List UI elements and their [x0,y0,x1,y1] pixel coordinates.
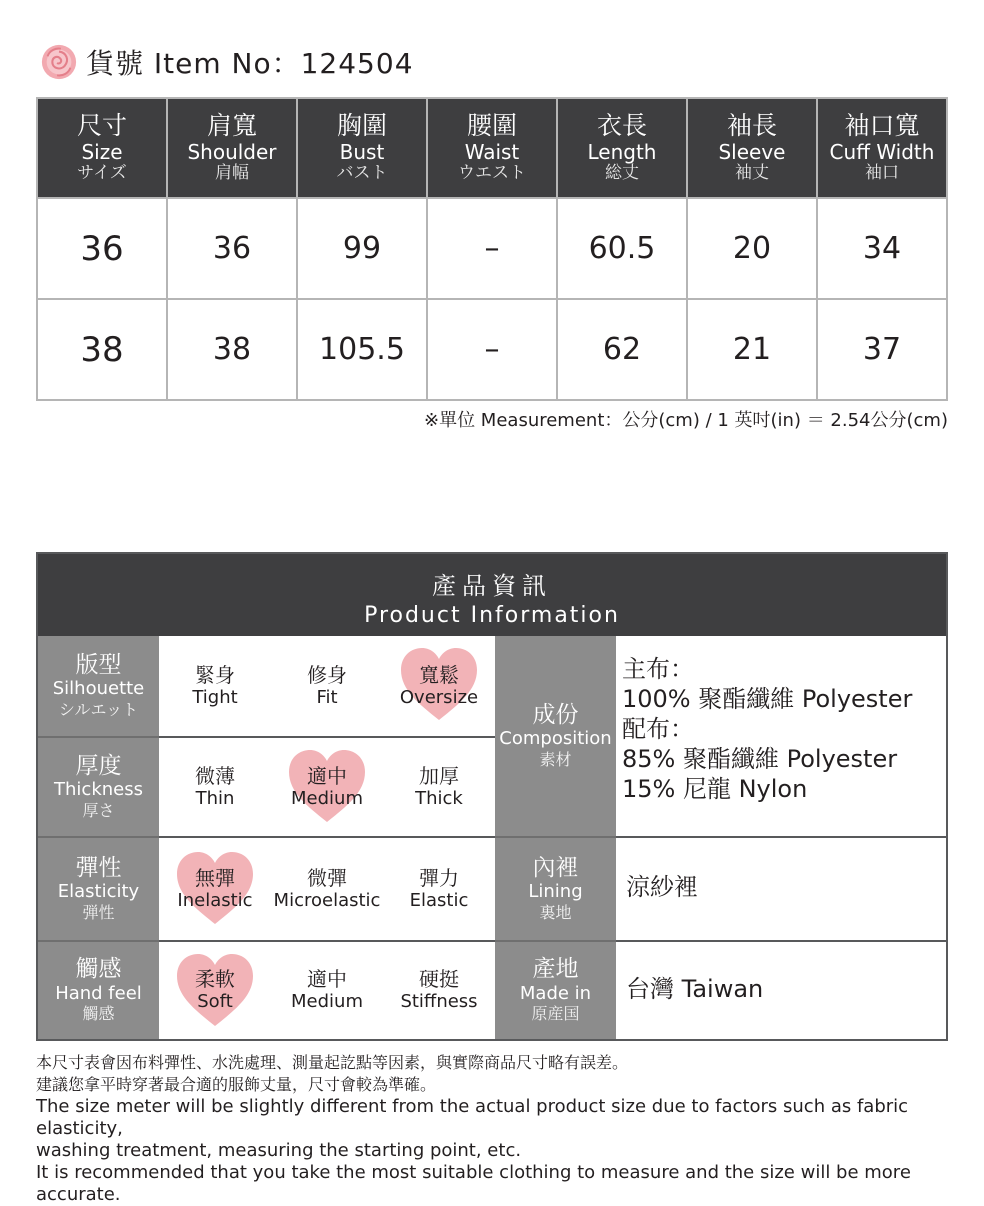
hand-feel-option-soft: 柔軟 Soft [159,942,271,1039]
column-header-size: 尺寸 Size サイズ [37,98,167,198]
size-table-header-row [37,98,947,198]
disclaimer-line: 本尺寸表會因布料彈性、水洗處理、測量起訖點等因素，與實際商品尺寸略有誤差。 [36,1053,629,1072]
table-row [37,198,947,299]
disclaimer-line: washing treatment, measuring the starting point, etc. [36,1140,522,1161]
product-info-title [38,554,946,636]
thickness-option-thick: 加厚 Thick [415,763,463,809]
rose-icon [40,43,78,81]
table-cell: 21 [687,299,817,400]
hand-feel-option-medium: 適中 Medium [291,967,363,1013]
item-number-label: 貨號 Item No：124504 [86,47,414,80]
table-row [37,299,947,400]
hand-feel-label: 觸感 Hand feel 觸感 [38,942,159,1039]
column-header-length: 衣長 Length 総丈 [557,98,687,198]
table-cell: 38 [37,299,167,400]
table-cell: 99 [297,198,427,299]
lining-label: 內裡 Lining 裏地 [495,838,616,940]
elasticity-label: 彈性 Elasticity 弾性 [38,838,159,940]
thickness-option-medium: 適中 Medium [271,738,383,836]
lining-value: 涼紗裡 [626,873,698,901]
table-cell: 38 [167,299,297,400]
silhouette-option-tight: 緊身 Tight [192,662,238,708]
table-cell: 36 [167,198,297,299]
disclaimer-line: It is recommended that you take the most suitable clothing to measure and the size will be more accurate. [36,1162,911,1205]
divider [38,940,159,942]
column-header-waist: 腰圍 Waist ウエスト [427,98,557,198]
table-cell: 20 [687,198,817,299]
silhouette-option-fit: 修身 Fit [307,662,347,708]
silhouette-label: 版型 Silhouette シルエット [38,636,159,736]
divider [38,736,159,738]
elasticity-option-elastic: 彈力 Elastic [409,865,469,911]
disclaimer-line: The size meter will be slightly different from the actual product size due to factors such as fabric elasticity, [36,1096,909,1139]
table-cell: 37 [817,299,947,400]
divider [495,836,616,838]
composition-value: 主布： 100% 聚酯纖維 Polyester 配布： 85% 聚酯纖維 Polyester 15% 尼龍 Nylon [622,655,913,803]
table-cell: 62 [557,299,687,400]
column-header-cuff-width: 袖口寬 Cuff Width 袖口 [817,98,947,198]
product-info-title-zh: 產品資訊 [432,572,552,600]
column-header-sleeve: 袖長 Sleeve 袖丈 [687,98,817,198]
divider [495,940,616,942]
elasticity-option-inelastic: 無彈 Inelastic [159,838,271,940]
table-cell: 34 [817,198,947,299]
table-cell: 60.5 [557,198,687,299]
elasticity-option-microelastic: 微彈 Microelastic [273,865,381,911]
table-cell: 36 [37,198,167,299]
size-disclaimer [36,1052,956,1206]
hand-feel-option-stiffness: 硬挺 Stiffness [400,967,478,1013]
table-cell: – [427,198,557,299]
thickness-option-thin: 微薄 Thin [195,763,235,809]
divider [38,836,159,838]
item-number-header [40,40,414,84]
origin-value: 台灣 Taiwan [626,975,764,1003]
product-info-title-en: Product Information [364,603,620,628]
measurement-note: ※單位 Measurement：公分(cm) / 1 英吋(in) ＝ 2.54公分(cm) [424,410,948,431]
silhouette-option-oversize: 寬鬆 Oversize [383,636,495,736]
table-cell: 105.5 [297,299,427,400]
composition-label: 成份 Composition 素材 [495,636,616,836]
table-cell: – [427,299,557,400]
thickness-label: 厚度 Thickness 厚さ [38,738,159,836]
disclaimer-line: 建議您拿平時穿著最合適的服飾丈量，尺寸會較為準確。 [36,1075,437,1094]
size-table [36,97,948,401]
product-info-panel [36,552,948,1041]
origin-label: 產地 Made in 原産国 [495,942,616,1039]
column-header-shoulder: 肩寬 Shoulder 肩幅 [167,98,297,198]
column-header-bust: 胸圍 Bust バスト [297,98,427,198]
